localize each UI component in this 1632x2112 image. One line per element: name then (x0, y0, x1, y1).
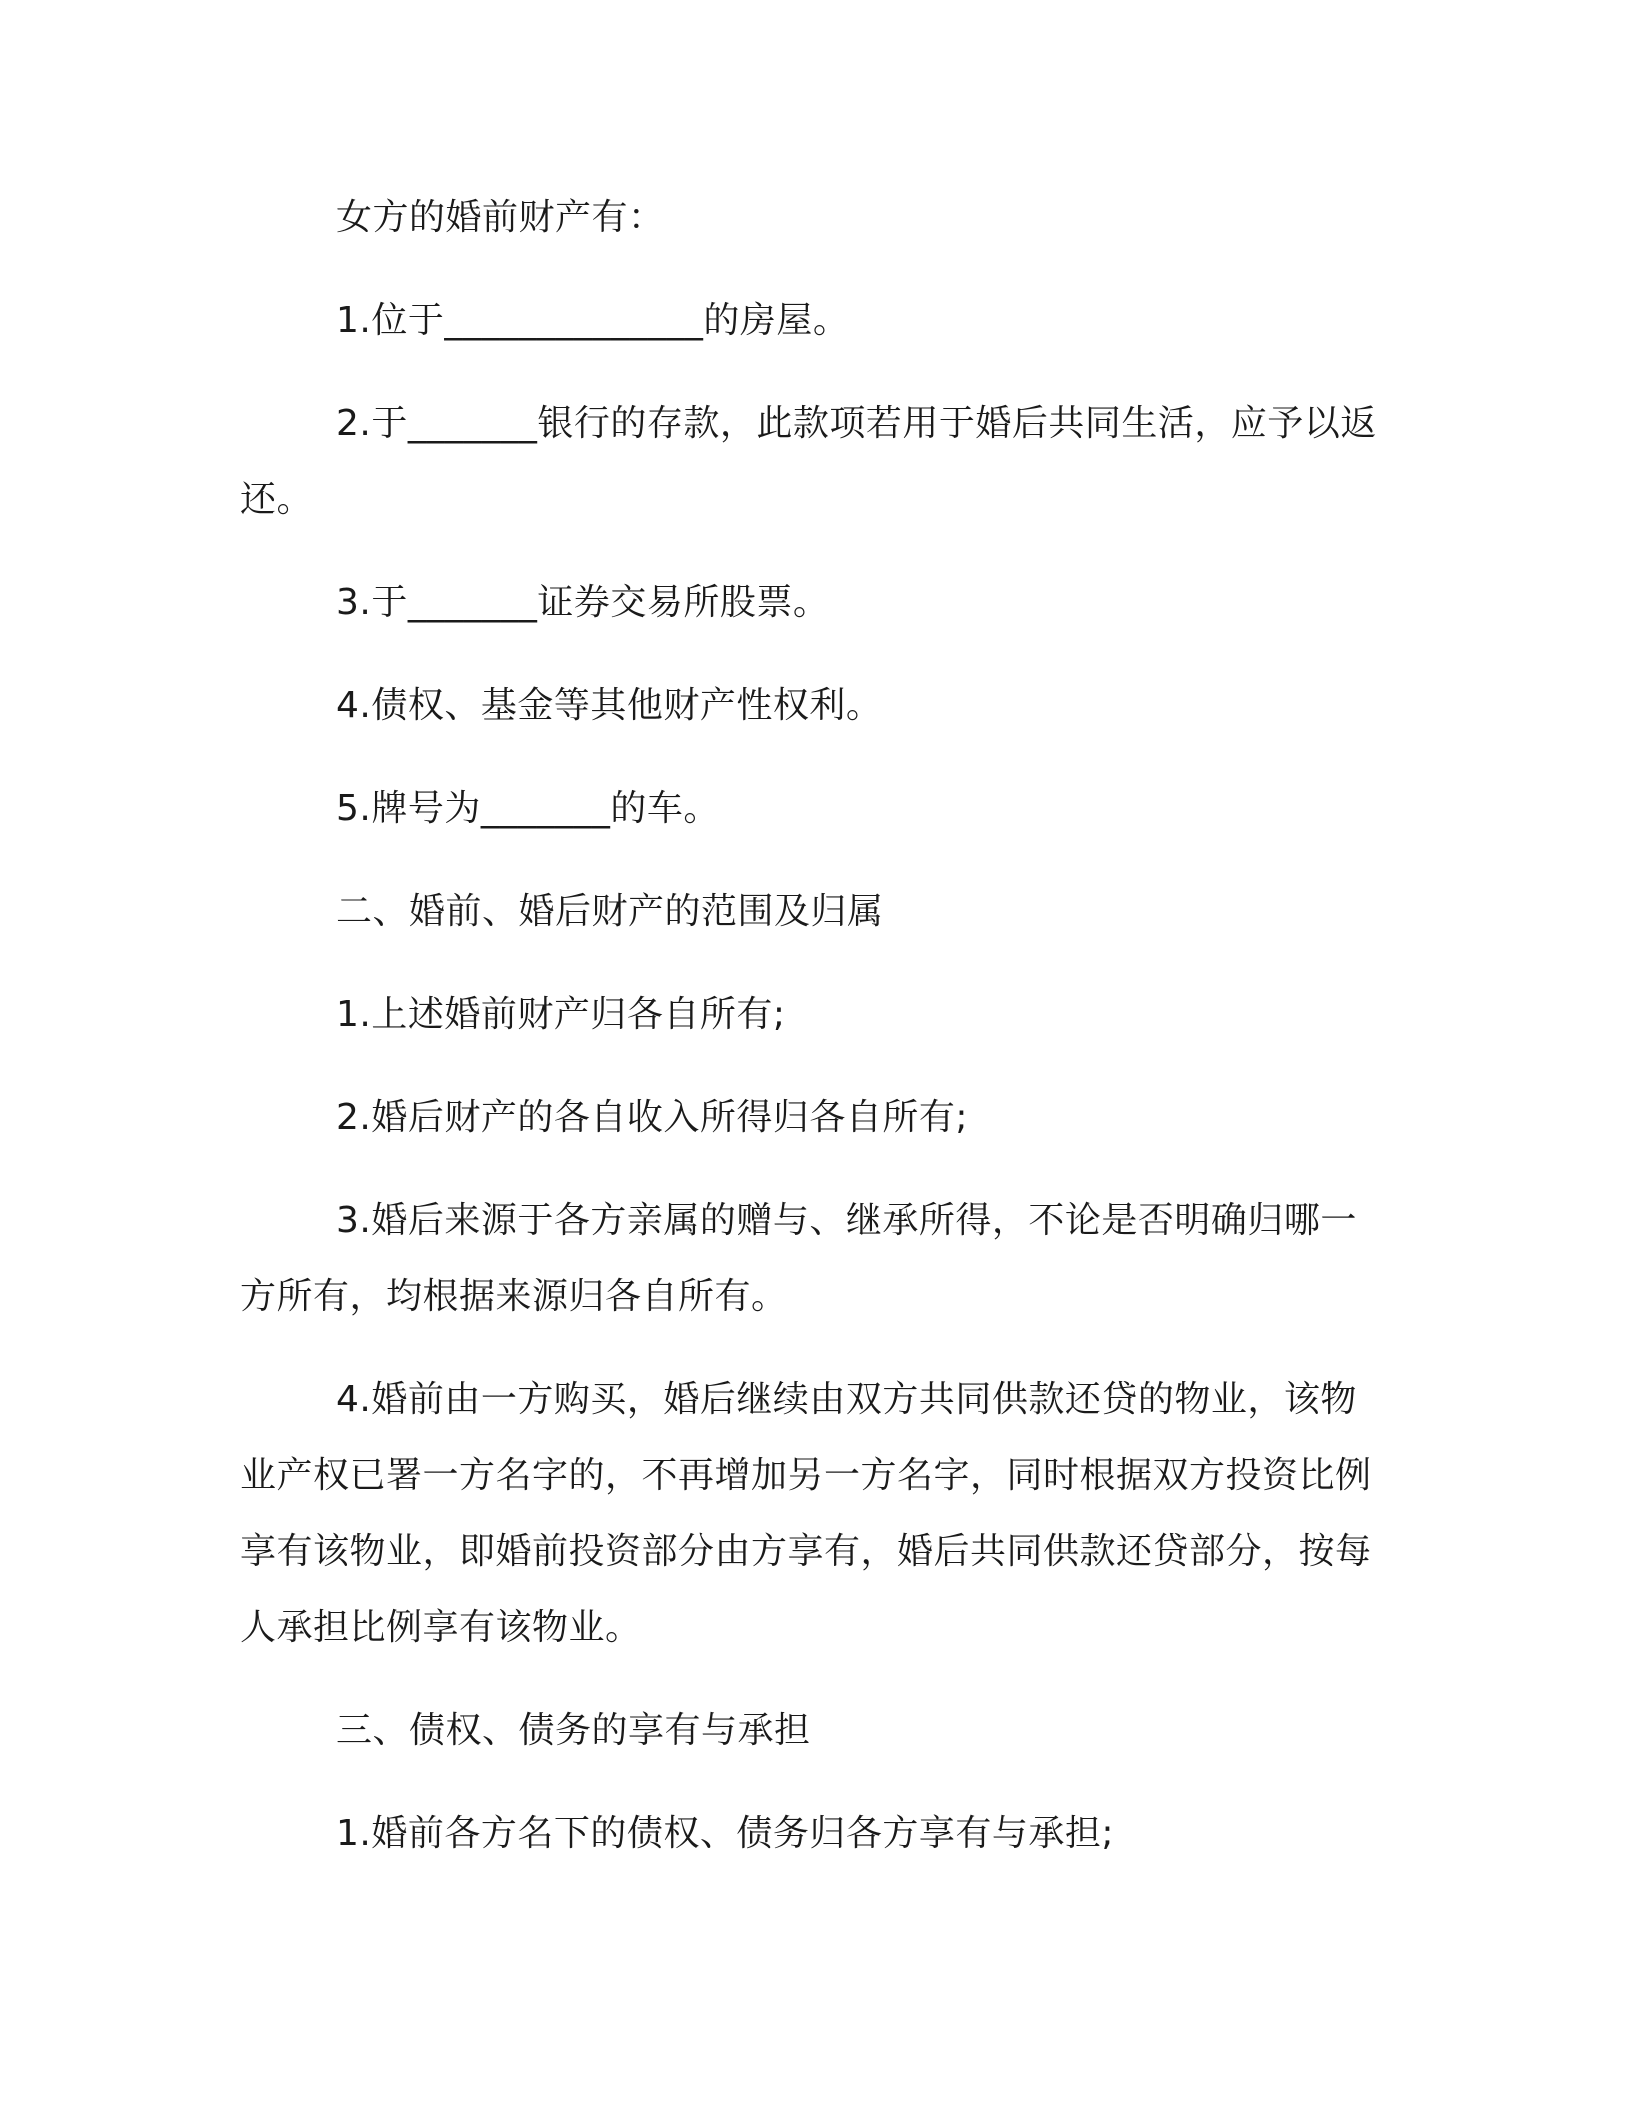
paragraph-house-item: 1.位于______________的房屋。 (336, 300, 850, 341)
section-heading-property-scope: 二、婚前、婚后财产的范围及归属 (336, 891, 884, 932)
paragraph-stock-item: 3.于_______证券交易所股票。 (336, 582, 830, 623)
paragraph-scope-item-1: 1.上述婚前财产归各自所有; (336, 994, 786, 1035)
section-heading-debts: 三、债权、债务的享有与承担 (336, 1710, 811, 1751)
paragraph-debts-item-1: 1.婚前各方名下的债权、债务归各方享有与承担; (336, 1813, 1114, 1854)
paragraph-vehicle-item: 5.牌号为_______的车。 (336, 788, 720, 829)
paragraph-female-premarital-assets-heading: 女方的婚前财产有： (336, 197, 665, 238)
paragraph-scope-item-3: 3.婚后来源于各方亲属的赠与、继承所得，不论是否明确归哪一方所有，均根据来源归各自所有。 (240, 1200, 1357, 1317)
paragraph-scope-item-4: 4.婚前由一方购买，婚后继续由双方共同供款还贷的物业，该物业产权已署一方名字的，不再增加另一方名字，同时根据双方投资比例享有该物业，即婚前投资部分由方享有，婚后共同供款还贷部分，按每人承担比例享有该物业。 (240, 1379, 1372, 1648)
paragraph-scope-item-2: 2.婚后财产的各自收入所得归各自所有; (336, 1097, 968, 1138)
paragraph-bank-deposit-item: 2.于_______银行的存款，此款项若用于婚后共同生活，应予以返还。 (240, 403, 1377, 520)
paragraph-creditor-rights-item: 4.债权、基金等其他财产性权利。 (336, 685, 883, 726)
